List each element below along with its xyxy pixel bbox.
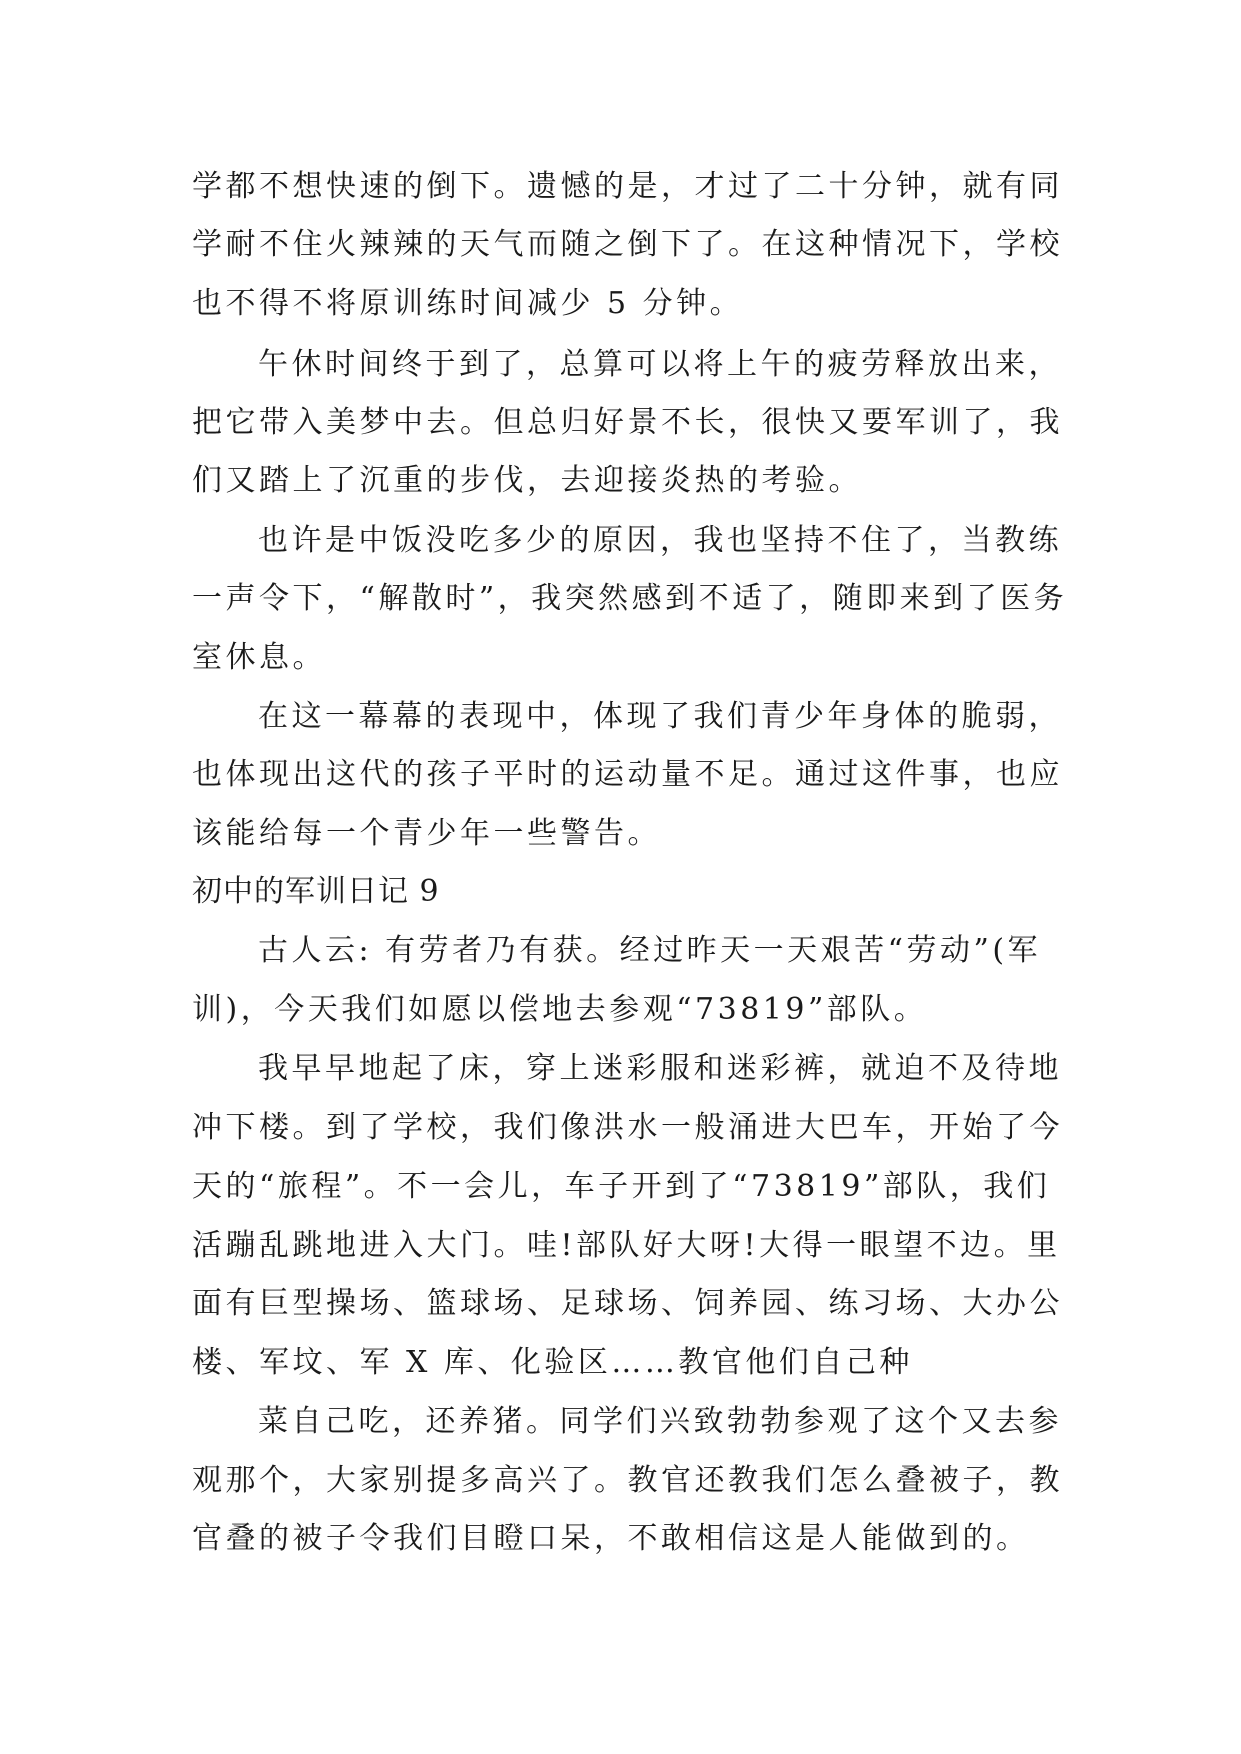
paragraph-first-line: 我早早地起了床，穿上迷彩服和迷彩裤，就迫不及待地: [258, 1051, 1062, 1086]
text-line: 官叠的被子令我们目瞪口呆，不敢相信这是人能做到的。: [192, 1521, 1030, 1556]
text-line: 也体现出这代的孩子平时的运动量不足。通过这件事，也应: [192, 757, 1063, 792]
paragraph-first-line: 菜自己吃，还养猪。同学们兴致勃勃参观了这个又去参: [258, 1404, 1062, 1439]
paragraph-first-line: 在这一幕幕的表现中，体现了我们青少年身体的脆弱，: [258, 699, 1062, 734]
paragraph-first-line: 午休时间终于到了，总算可以将上午的疲劳释放出来，: [258, 347, 1062, 382]
text-line: 观那个，大家别提多高兴了。教官还教我们怎么叠被子，教: [192, 1463, 1063, 1498]
paragraph-first-line: 也许是中饭没吃多少的原因，我也坚持不住了，当教练: [258, 523, 1062, 558]
text-line: 活蹦乱跳地进入大门。哇!部队好大呀!大得一眼望不边。里: [192, 1228, 1061, 1263]
text-line: 该能给每一个青少年一些警告。: [192, 816, 661, 851]
text-line: 楼、军坟、军 X 库、化验区……教官他们自己种: [192, 1345, 913, 1380]
text-line: 把它带入美梦中去。但总归好景不长，很快又要军训了，我: [192, 405, 1063, 440]
text-line: 训)，今天我们如愿以偿地去参观“73819”部队。: [192, 992, 928, 1027]
text-line: 冲下楼。到了学校，我们像洪水一般涌进大巴车，开始了今: [192, 1110, 1063, 1145]
text-line: 天的“旅程”。不一会儿，车子开到了“73819”部队，我们: [192, 1169, 1051, 1204]
section-heading: 初中的军训日记 9: [192, 874, 440, 909]
text-line: 学都不想快速的倒下。遗憾的是，才过了二十分钟，就有同: [192, 169, 1063, 204]
text-line: 们又踏上了沉重的步伐，去迎接炎热的考验。: [192, 463, 862, 498]
paragraph-first-line: 古人云: 有劳者乃有获。经过昨天一天艰苦“劳动”(军: [258, 933, 1042, 968]
text-line: 面有巨型操场、篮球场、足球场、饲养园、练习场、大办公: [192, 1286, 1063, 1321]
text-line: 学耐不住火辣辣的天气而随之倒下了。在这种情况下，学校: [192, 227, 1063, 262]
text-line: 室休息。: [192, 640, 326, 675]
text-line: 也不得不将原训练时间减少 5 分钟。: [192, 286, 744, 321]
text-line: 一声令下，“解散时”，我突然感到不适了，随即来到了医务: [192, 581, 1068, 616]
